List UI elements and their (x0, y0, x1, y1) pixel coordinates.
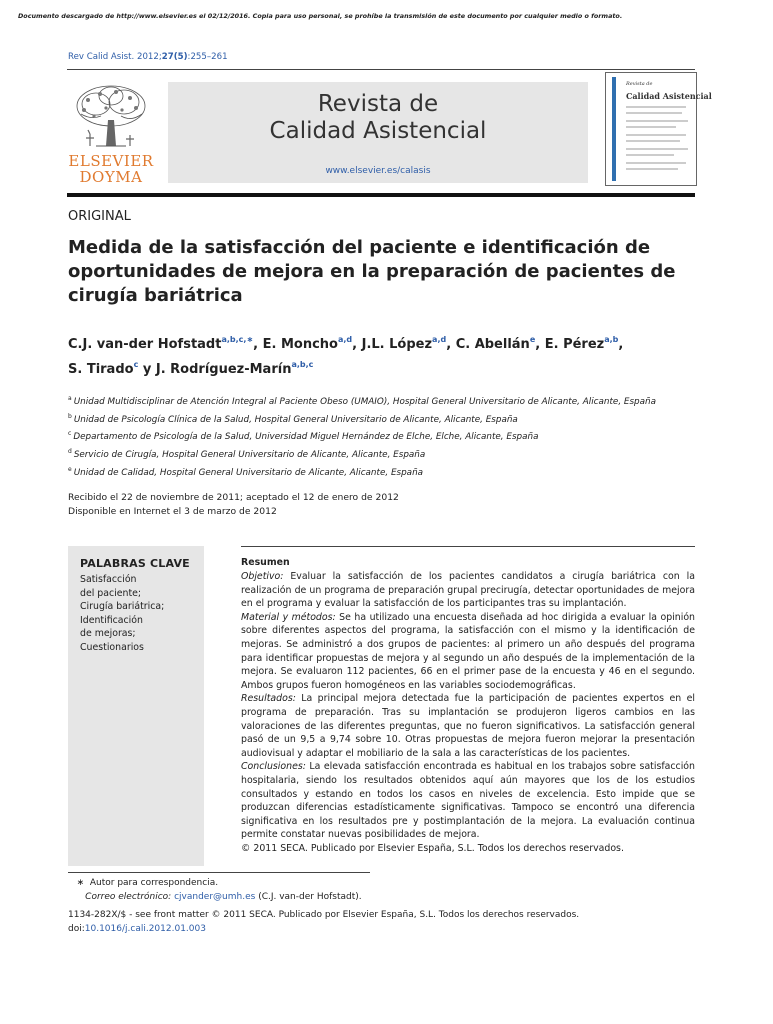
footnote-rule (68, 872, 370, 873)
header-rule (67, 69, 695, 70)
keywords-list (80, 573, 202, 655)
abstract-rule (241, 546, 695, 547)
conclusiones-text: La elevada satisfacción encontrada es habitual en los trabajos sobre satisfacción hospitalaria, siendo los resultados obtenidos aquí aún mayores que los de los estudios consultados y estando en todos los casos en niveles de excelencia. Esto impide que se produzcan diferencias estadísticamente significativas. Tampoco se encontró una diferencia significativa en los resultados pre y postimplantación de la mejora. La evaluación continua permite constatar nuevas posibilidades de mejora. (241, 761, 695, 841)
author-affiliation-marks[interactable]: e (529, 335, 536, 344)
article-dates (68, 491, 696, 518)
abstract-objetivo (241, 570, 695, 611)
author-affiliation-marks[interactable]: a,b,c (291, 360, 314, 369)
author-list (68, 330, 708, 380)
footnote-line1 (68, 877, 528, 891)
footnote-line2 (68, 891, 528, 905)
front-matter-line: 1134-282X/$ - see front matter © 2011 SECA. Publicado por Elsevier España, S.L. Todos los derechos reservados. (68, 910, 580, 920)
cover-title-small: Revista de (626, 81, 653, 87)
objetivo-label: Objetivo: (241, 571, 284, 582)
resultados-text: La principal mejora detectada fue la participación de pacientes expertos en el programa de preparación. Tras su implantación se produjeron ligeros cambios en las valoraciones de las diferentes preguntas, que no fueron significativos. La satisfacción general pasó de un 9,5 a 9,74 sobre 10. Otras propuestas de mejora fueron mejorar la presentación audiovisual y adaptar el mobiliario de la sala a las características de los pacientes. (241, 693, 695, 759)
doi-line (68, 923, 696, 937)
affiliation-mark: c (68, 430, 72, 438)
affiliation-item (68, 445, 696, 463)
doi-label: doi: (68, 923, 85, 934)
journal-title (168, 91, 588, 145)
doi-link[interactable]: 10.1016/j.cali.2012.01.003 (84, 923, 206, 934)
author-name: S. Tirado (68, 362, 134, 377)
correspondence-footnote (68, 877, 528, 904)
article-section: ORIGINAL (68, 209, 131, 224)
affiliation-text: Departamento de Psicología de la Salud, Universidad Miguel Hernández de Elche, Elche, Alicante, España (73, 432, 539, 443)
email-label: Correo electrónico: (85, 891, 172, 902)
publisher-name: ELSEVIER (68, 152, 154, 170)
affiliation-item (68, 410, 696, 428)
author-name: C.J. van-der Hofstadt (68, 337, 222, 352)
front-matter (68, 909, 696, 936)
journal-cover-thumbnail (605, 72, 712, 186)
author-name: C. Abellán (455, 337, 530, 352)
affiliation-text: Unidad de Psicología Clínica de la Salud, Hospital General Universitario de Alicante, Alicante, España (73, 414, 518, 425)
author-affiliation-marks[interactable]: a,b (604, 335, 619, 344)
email-suffix: (C.J. van-der Hofstadt). (258, 891, 362, 902)
citation-prefix: Rev Calid Asist. 2012; (68, 52, 162, 62)
author-name: E. Pérez (544, 337, 605, 352)
author-affiliation-marks[interactable]: c (133, 360, 139, 369)
footnote-correspondence: Autor para correspondencia. (89, 878, 219, 888)
received-date: Recibido el 22 de noviembre de 2011; aceptado el 12 de enero de 2012 (68, 492, 399, 503)
affiliation-text: Unidad de Calidad, Hospital General Universitario de Alicante, Alicante, España (73, 467, 424, 478)
download-notice: Documento descargado de http://www.elsevier.es el 02/12/2016. Copia para uso personal, se prohíbe la transmisión de este documento por cualquier medio o formato. (18, 12, 623, 20)
author-separator: , (253, 337, 263, 352)
abstract-resultados (241, 692, 695, 760)
keyword-item: del paciente; (80, 587, 142, 599)
author-affiliation-marks[interactable]: a,d (337, 335, 353, 344)
abstract-copyright: © 2011 SECA. Publicado por Elsevier España, S.L. Todos los derechos reservados. (241, 842, 624, 854)
objetivo-text: Evaluar la satisfacción de los pacientes candidatos a cirugía bariátrica con la realización de un programa de preparación grupal precirugía, detectar oportunidades de mejora en el programa y evaluar la satisfacción de los participantes tras su implantación. (241, 571, 695, 610)
author-separator: , (446, 337, 456, 352)
affiliation-mark: a (68, 395, 72, 402)
citation-volume: 27(5) (161, 52, 188, 62)
publisher-subname: DOYMA (79, 168, 143, 186)
author-name: J. Rodríguez-Marín (155, 362, 292, 377)
elsevier-doyma-logo (66, 80, 156, 186)
banner-bottom-rule (67, 193, 695, 197)
keyword-item: de mejoras; (80, 628, 136, 640)
affiliation-item (68, 427, 696, 445)
online-date: Disponible en Internet el 3 de marzo de 2012 (68, 505, 277, 517)
cover-spine (612, 77, 616, 181)
cover-title: Calidad Asistencial (626, 91, 712, 101)
journal-title-line1: Revista de (317, 91, 439, 117)
abstract-metodos (241, 611, 695, 693)
keyword-item: Satisfacción (80, 574, 137, 585)
keywords-heading: PALABRAS CLAVE (80, 557, 190, 570)
author-affiliation-marks[interactable]: a,d (432, 335, 447, 344)
author-separator: , (618, 337, 624, 352)
metodos-label: Material y métodos: (241, 611, 336, 623)
keyword-item: Cuestionarios (80, 641, 144, 653)
cover-contents-lines (626, 103, 692, 179)
affiliation-item (68, 463, 696, 481)
author-name: J.L. López (361, 337, 433, 352)
journal-citation[interactable] (68, 52, 228, 62)
author-name: E. Moncho (262, 337, 338, 352)
author-separator: , (535, 337, 545, 352)
metodos-text: Se ha utilizado una encuesta diseñada ad hoc dirigida a evaluar la opinión sobre diferentes aspectos del programa, la satisfacción con el mismo y la identificación de mejoras. Se administró a dos grupos de pacientes: al primero un año después del programa para identificar propuestas de mejora y al segundo un año después de la implementación de la mejora. Se evaluaron 112 pacientes, 66 en el primer pase de la encuesta y 46 en el segundo. Ambos grupos fueron homogéneos en las variables sociodemográficas. (241, 611, 695, 691)
affiliation-text: Unidad Multidisciplinar de Atención Integral al Paciente Obeso (UMAIO), Hospital General Universitario de Alicante, Alicante, España (73, 397, 656, 407)
journal-title-line2: Calidad Asistencial (269, 118, 487, 144)
abstract-body (241, 570, 695, 855)
citation-pages: :255–261 (187, 52, 228, 62)
affiliation-item (68, 392, 696, 410)
abstract-heading: Resumen (241, 557, 290, 568)
footnote-mark: ∗ (76, 878, 85, 888)
author-email-link[interactable]: cjvander@umh.es (174, 891, 256, 902)
affiliation-list (68, 392, 696, 481)
author-separator: y (138, 362, 156, 377)
journal-url[interactable]: www.elsevier.es/calasis (325, 166, 431, 176)
affiliation-mark: b (68, 412, 72, 420)
author-separator: , (352, 337, 362, 352)
author-affiliation-marks[interactable]: a,b,c,∗ (221, 335, 254, 344)
abstract-conclusiones (241, 760, 695, 842)
affiliation-mark: e (68, 465, 72, 473)
affiliation-mark: d (68, 448, 72, 456)
affiliation-text: Servicio de Cirugía, Hospital General Universitario de Alicante, Alicante, España (73, 450, 426, 461)
article-title: Medida de la satisfacción del paciente e identificación de oportunidades de mejora en la preparación de pacientes de cirugía bariátrica (68, 237, 676, 306)
keyword-item: Identificación (80, 614, 143, 626)
resultados-label: Resultados: (241, 693, 296, 705)
conclusiones-label: Conclusiones: (241, 761, 306, 773)
keyword-item: Cirugía bariátrica; (80, 601, 165, 613)
